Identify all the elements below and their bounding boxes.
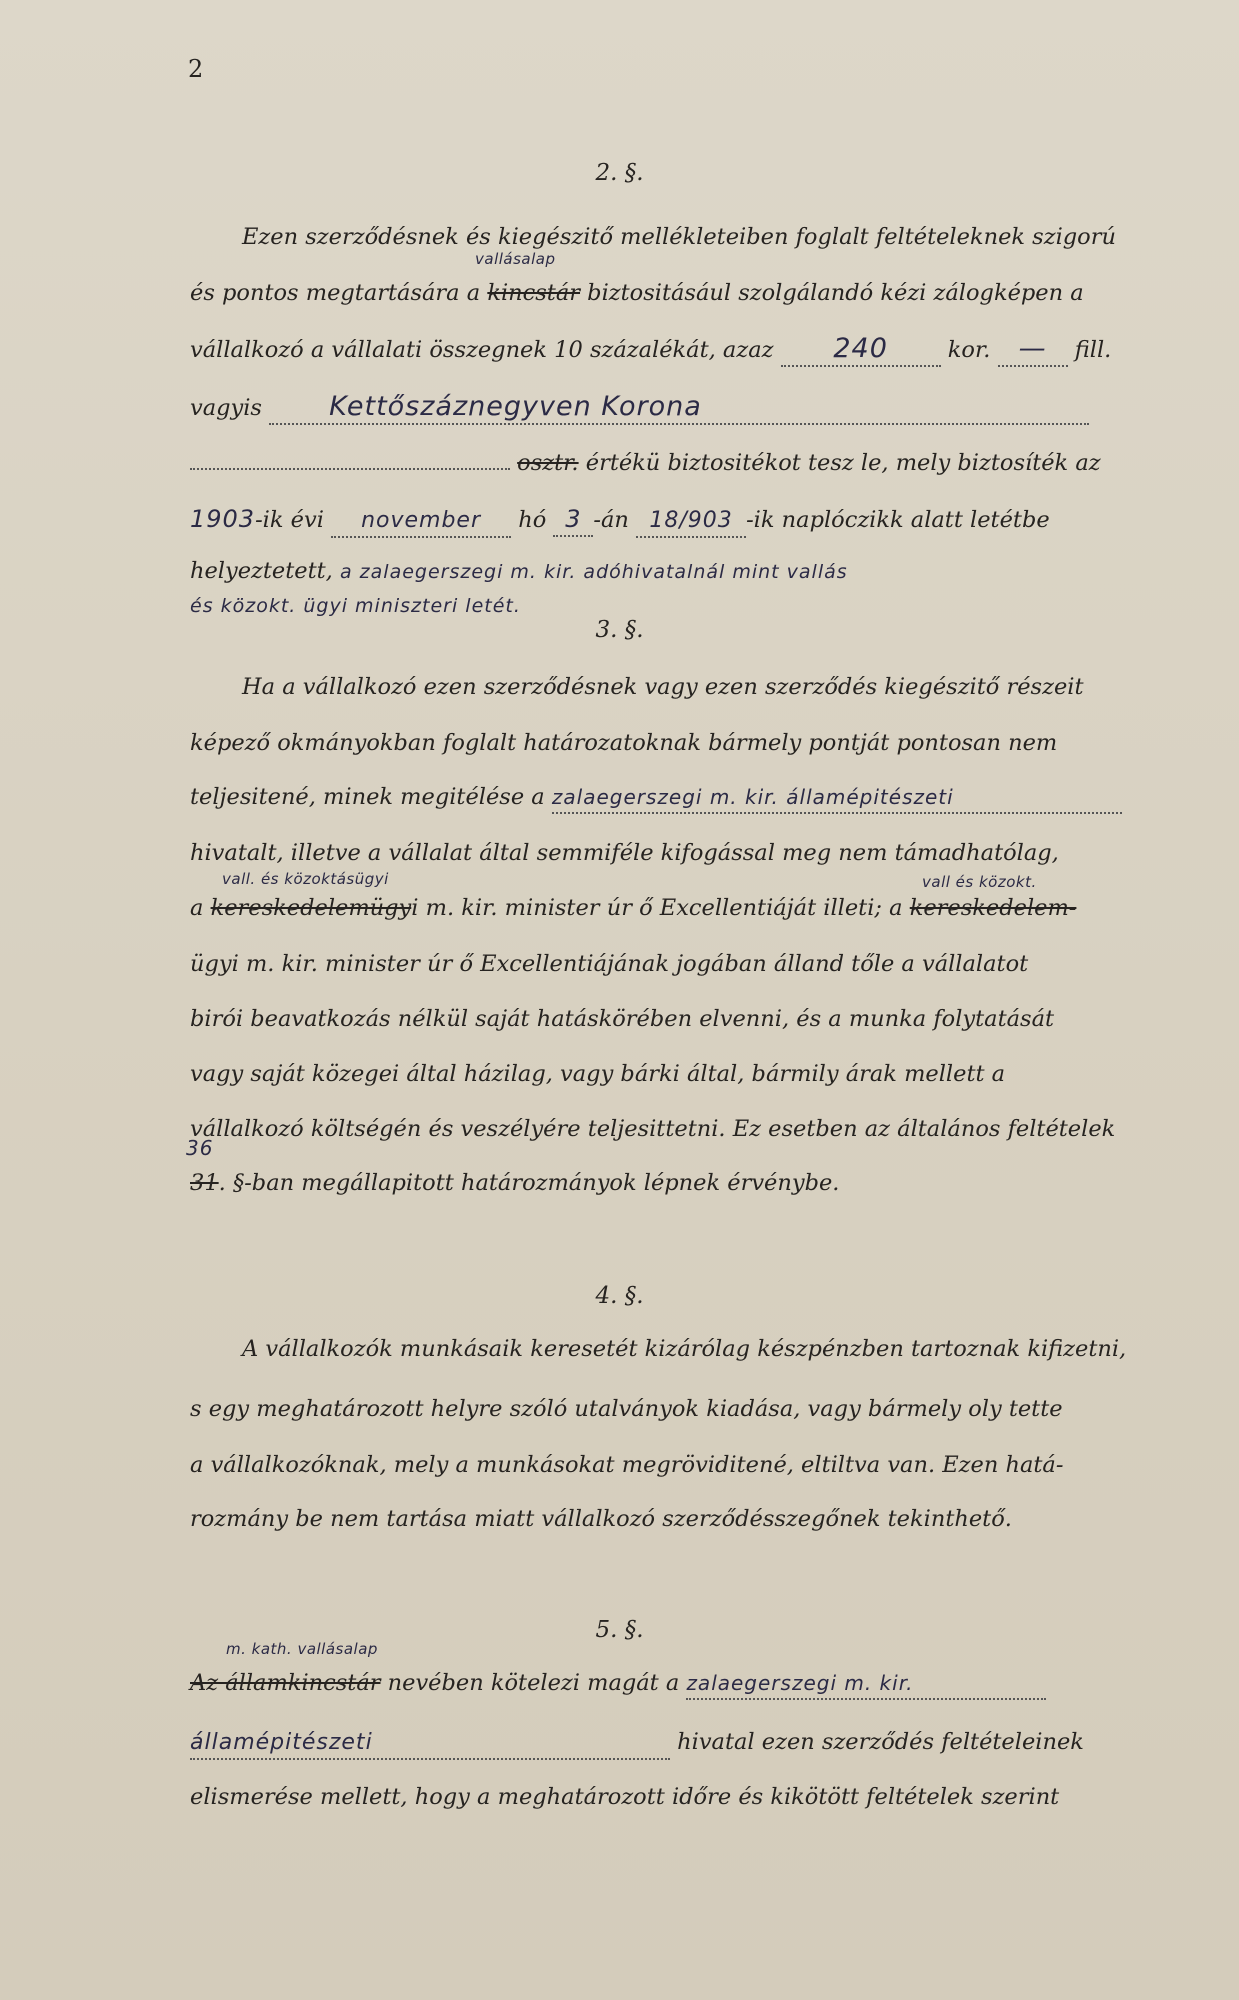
s2-blank-field	[190, 468, 510, 470]
page-number: 2	[188, 55, 204, 83]
s5-line-2a: hivatal ezen szerződés feltételeinek	[677, 1729, 1084, 1755]
s2-kor-label: kor.	[947, 337, 991, 363]
s2-ik-evi: -ik évi	[255, 507, 324, 533]
s2-line-1	[190, 222, 1116, 252]
s2-line-8-hand: és közokt. ügyi miniszteri letét.	[190, 595, 521, 617]
s3-office-hand: zalaegerszegi m. kir. államépitészeti	[551, 785, 954, 809]
s3-struck-31: 31	[190, 1170, 219, 1196]
s2-year-hand: 1903	[190, 505, 256, 533]
s2-amount-hand: 240	[833, 333, 888, 364]
section-2-heading: 2. §.	[595, 160, 644, 186]
s3-line-9: vállalkozó költségén és veszélyére teljesittetni. Ez esetben az általános feltételek	[190, 1116, 1116, 1142]
s4-line-3: a vállalkozóknak, mely a munkásokat megröviditené, eltiltva van. Ezen hatá-	[190, 1452, 1064, 1478]
s4-line-2: s egy meghatározott helyre szóló utalványok kiadása, vagy bármely oly tette	[190, 1396, 1063, 1422]
s2-month-field	[331, 505, 511, 538]
s5-office-field-2	[190, 1727, 670, 1760]
s2-line-3a: vállalkozó a vállalati összegnek 10 százalékát, azaz	[190, 337, 774, 363]
s2-insert-vallasalap: vallásalap	[475, 250, 556, 268]
s2-words-hand: Kettőszáznegyven Korona	[329, 391, 702, 422]
s2-helyeztetett: helyeztetett,	[190, 558, 333, 584]
s5-office-hand: zalaegerszegi m. kir.	[686, 1671, 914, 1695]
s2-line-2	[190, 278, 1096, 308]
s2-vagyis-label: vagyis	[190, 395, 262, 421]
s3-line-3	[190, 782, 1096, 814]
s3-line-5a: a	[190, 895, 204, 921]
s2-line-1-text: Ezen szerződésnek és kiegészitő mellékleteiben foglalt feltételeknek szigorú	[242, 224, 1116, 250]
s5-line-2	[190, 1727, 1096, 1760]
s2-ho-label: hó	[518, 507, 547, 533]
s3-line-5b: i m. kir. minister úr ő Excellentiáját illeti; a	[411, 895, 903, 921]
s4-line-1: A vállalkozók munkásaik keresetét kizárólag készpénzben tartoznak kifizetni,	[242, 1336, 1127, 1362]
s2-line-5	[190, 448, 1101, 478]
s3-insert-1: vall. és közoktásügyi	[222, 870, 389, 888]
s4-line-4: rozmány be nem tartása miatt vállalkozó szerződésszegőnek tekinthető.	[190, 1506, 1012, 1532]
s2-line-3	[190, 333, 1112, 367]
s3-insert-36: 36	[186, 1136, 214, 1160]
s2-num-field	[636, 505, 746, 538]
s2-fill-field	[998, 334, 1068, 367]
s3-line-5	[190, 893, 1096, 923]
s5-line-3: elismerése mellett, hogy a meghatározott időre és kikötött feltételek szerint	[190, 1784, 1060, 1810]
s3-struck-2: kereskedelem-	[909, 895, 1077, 921]
s3-line-2: képező okmányokban foglalt határozatoknak bármely pontját pontosan nem	[190, 730, 1058, 756]
section-3-heading: 3. §.	[595, 617, 644, 643]
s2-fill-hand: —	[1018, 333, 1047, 364]
s5-office-hand-2: államépitészeti	[190, 1730, 373, 1755]
s2-struck-osztr: osztr.	[517, 450, 579, 476]
s3-line-10	[190, 1168, 1096, 1198]
s3-line-3a: teljesitené, minek megitélése a	[190, 784, 545, 810]
s2-line-6	[190, 504, 1096, 538]
s2-day-field	[553, 504, 593, 537]
s2-line-7-hand: a zalaegerszegi m. kir. adóhivatalnál mint vallás	[340, 561, 848, 583]
s2-day-hand: 3	[565, 505, 582, 533]
s5-line-1	[190, 1668, 1096, 1700]
s2-month-hand: november	[361, 508, 482, 533]
s2-line-6d: -ik naplóczikk alatt letétbe	[746, 507, 1050, 533]
s2-line-2a: és pontos megtartására a	[190, 280, 481, 306]
section-4-heading: 4. §.	[595, 1283, 644, 1309]
s3-line-7: birói beavatkozás nélkül saját hatáskörében elvenni, és a munka folytatását	[190, 1006, 1055, 1032]
s5-office-field	[686, 1668, 1046, 1700]
s3-line-10-text: . §-ban megállapitott határozmányok lépnek érvénybe.	[218, 1170, 840, 1196]
s5-line-1a: nevében kötelezi magát a	[387, 1670, 680, 1696]
s2-words-field	[269, 392, 1089, 425]
s2-fill-label: fill.	[1074, 337, 1112, 363]
s3-office-field	[552, 782, 1122, 814]
s3-line-6: ügyi m. kir. minister úr ő Excellentiájának jogában álland tőle a vállalatot	[190, 951, 1029, 977]
section-5-heading: 5. §.	[595, 1617, 644, 1643]
s2-num-hand: 18/903	[649, 508, 733, 533]
s2-line-2b: biztositásául szolgálandó kézi zálogképen a	[587, 280, 1084, 306]
s2-line-4	[190, 392, 1096, 425]
s2-line-7	[190, 556, 1096, 587]
s2-amount-field	[781, 334, 941, 367]
s2-an-label: -án	[593, 507, 629, 533]
s5-insert-vallasalap: m. kath. vallásalap	[226, 1640, 378, 1658]
s3-line-8: vagy saját közegei által házilag, vagy bárki által, bármily árak mellett a	[190, 1061, 1006, 1087]
s3-insert-2: vall és közokt.	[922, 873, 1037, 891]
s5-struck-allamkincstar: Az államkincstár	[190, 1670, 381, 1696]
s3-line-4: hivatalt, illetve a vállalat által semmiféle kifogással meg nem támadhatólag,	[190, 840, 1059, 866]
s2-line-5-text: értékü biztositékot tesz le, mely biztosíték az	[585, 450, 1101, 476]
s2-struck-kincstar: kincstár	[487, 280, 581, 306]
s3-line-1: Ha a vállalkozó ezen szerződésnek vagy ezen szerződés kiegészitő részeit	[242, 674, 1084, 700]
s3-struck-1: kereskedelemügy	[210, 895, 412, 921]
